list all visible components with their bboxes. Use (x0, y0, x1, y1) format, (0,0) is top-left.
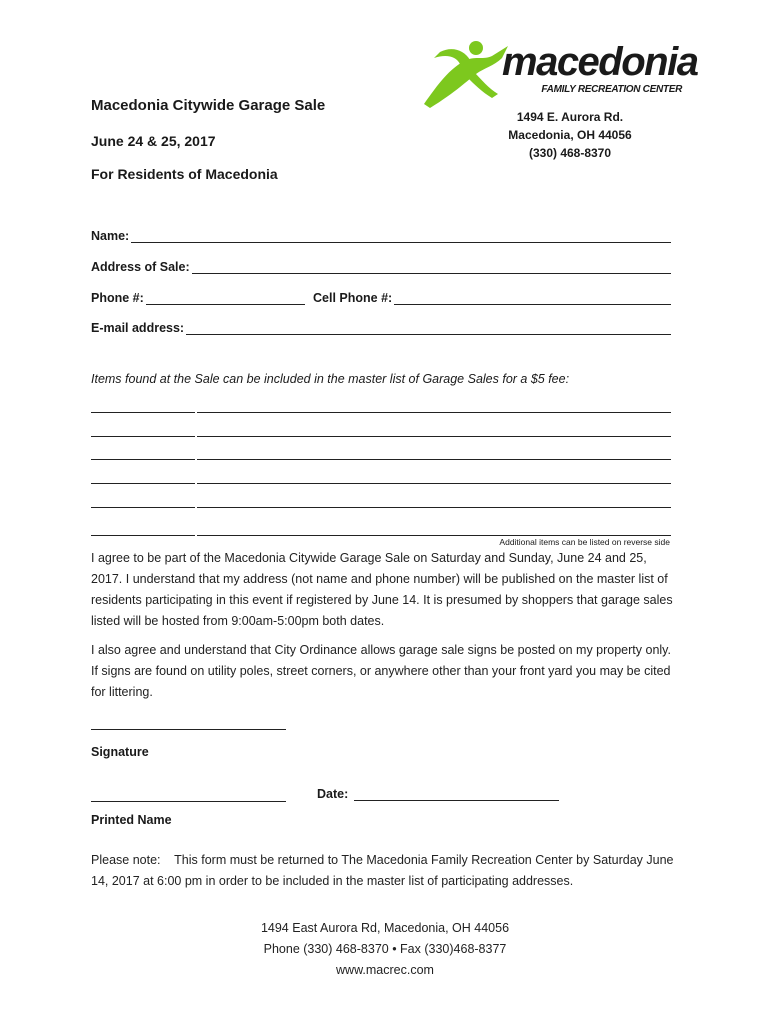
email-label: E-mail address: (91, 321, 185, 335)
footer-website[interactable]: www.macrec.com (336, 963, 434, 977)
date-field[interactable] (317, 785, 559, 801)
logo-brand: macedonia (502, 40, 698, 84)
item-row[interactable] (91, 483, 671, 484)
phone-label: Phone #: (91, 291, 144, 305)
agreement-paragraph-1: I agree to be part of the Macedonia Citywide Garage Sale on Saturday and Sunday, June 24 and 25, 2017. I understand that my address (not name and phone number) will be published on the master list of residents participating in this event if registered by June 14. It is presumed by shoppers that garage sales listed will be hosted from 9:00am-5:00pm both dates. (91, 551, 673, 628)
address-street: 1494 E. Aurora Rd. (516, 110, 624, 124)
signature-line[interactable] (91, 728, 286, 730)
email-field[interactable] (91, 319, 671, 335)
phone-line[interactable] (146, 292, 305, 305)
date-line[interactable] (354, 788, 559, 801)
address-field[interactable] (91, 258, 671, 274)
item-row[interactable] (91, 535, 671, 536)
reverse-side-note: Additional items can be listed on reverse side (499, 537, 670, 547)
logo-subtitle: FAMILY RECREATION CENTER (541, 84, 682, 95)
footer (185, 918, 585, 981)
event-dates: June 24 & 25, 2017 (91, 133, 216, 149)
name-line[interactable] (131, 230, 671, 243)
running-figure-icon (416, 38, 516, 110)
cell-phone-line[interactable] (394, 292, 671, 305)
date-label: Date: (317, 787, 349, 801)
agreement-paragraph-2: I also agree and understand that City Ordinance allows garage sale signs be posted on my property only. If signs are found on utility poles, street corners, or anywhere other than your front yard you may be cited for littering. (91, 643, 671, 699)
cell-phone-field[interactable] (313, 289, 671, 305)
audience-line: For Residents of Macedonia (91, 166, 278, 182)
address-line[interactable] (192, 261, 671, 274)
item-row[interactable] (91, 436, 671, 437)
cell-phone-label: Cell Phone #: (313, 291, 393, 305)
return-note: Please note: This form must be returned to The Macedonia Family Recreation Center by Saturday June 14, 2017 at 6:00 pm in order to be included in the master list of participating addresses. (91, 853, 677, 888)
address-phone: (330) 468-8370 (528, 146, 612, 160)
items-prompt: Items found at the Sale can be included in the master list of Garage Sales for a $5 fee: (91, 372, 570, 386)
item-row[interactable] (91, 507, 671, 508)
signature-label: Signature (91, 745, 149, 759)
name-label: Name: (91, 229, 130, 243)
printed-name-label: Printed Name (91, 813, 172, 827)
address-label: Address of Sale: (91, 260, 190, 274)
form-title: Macedonia Citywide Garage Sale (91, 97, 326, 114)
email-line[interactable] (186, 322, 671, 335)
logo (416, 38, 698, 110)
item-row[interactable] (91, 459, 671, 460)
item-row[interactable] (91, 412, 671, 413)
address-block (480, 108, 660, 162)
footer-contact: Phone (330) 468-8370 • Fax (330)468-8377 (263, 942, 507, 956)
address-city: Macedonia, OH 44056 (508, 128, 632, 142)
footer-address: 1494 East Aurora Rd, Macedonia, OH 44056 (260, 921, 510, 935)
phone-field[interactable] (91, 289, 305, 305)
printed-name-line[interactable] (91, 800, 286, 802)
name-field[interactable] (91, 227, 671, 243)
